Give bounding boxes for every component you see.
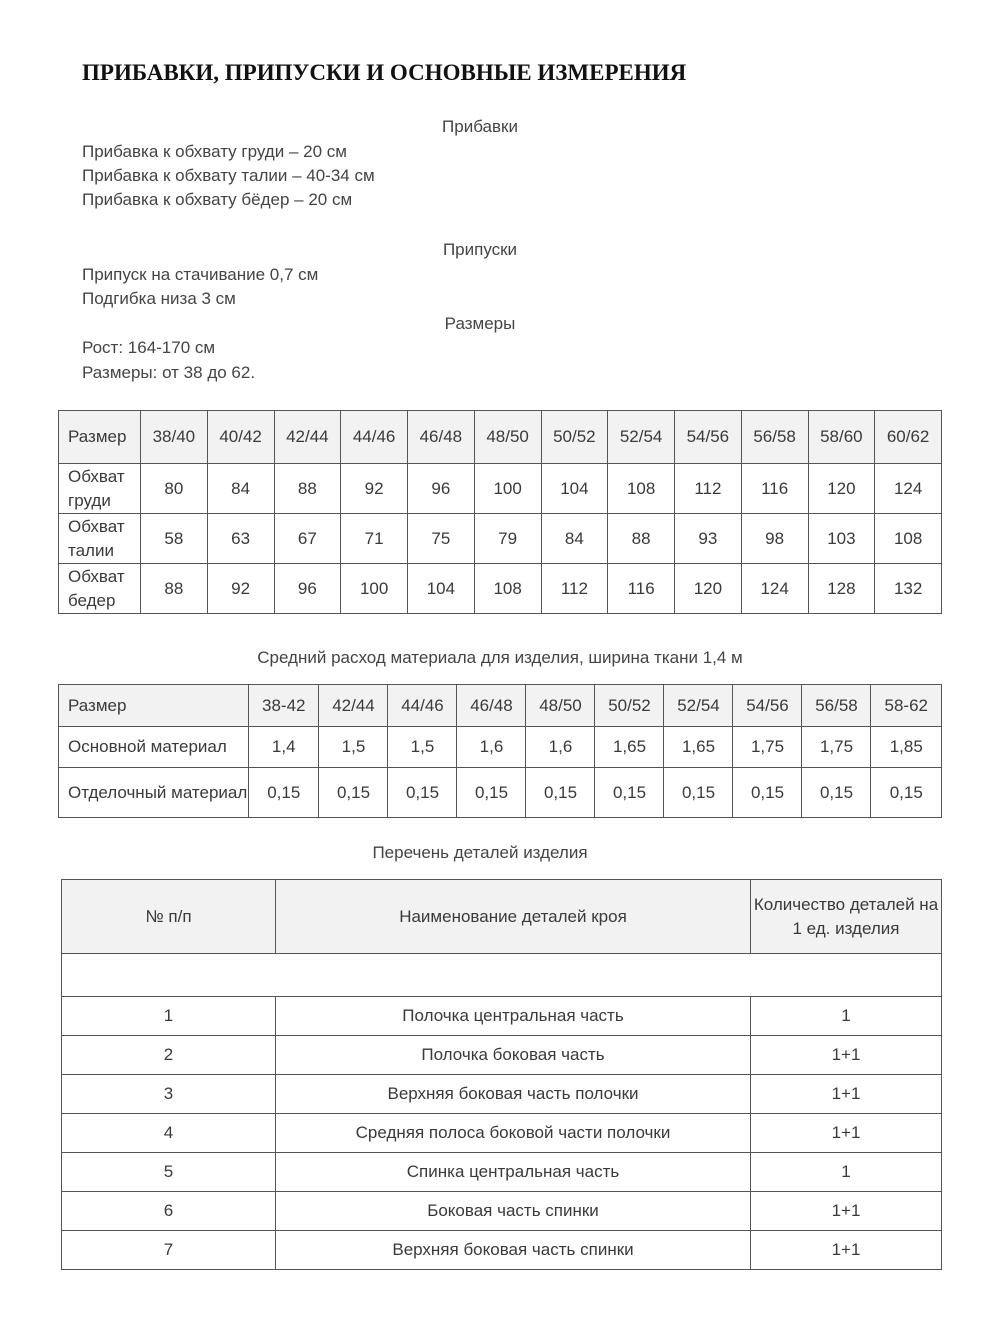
row-label: Обхват бедер — [59, 564, 141, 614]
table-row — [62, 1231, 942, 1270]
value-cell: 1,65 — [664, 727, 733, 768]
part-quantity: 1+1 — [751, 1114, 942, 1153]
value-cell: 88 — [141, 564, 208, 614]
header-cell: 50/52 — [595, 685, 664, 727]
row-label: Обхват груди — [59, 464, 141, 514]
header-cell: 46/48 — [457, 685, 526, 727]
value-cell: 120 — [675, 564, 742, 614]
value-cell: 108 — [474, 564, 541, 614]
sizes-heading: Размеры — [444, 314, 516, 333]
table-row — [62, 1114, 942, 1153]
value-cell: 96 — [408, 464, 475, 514]
size-measurements-table — [58, 410, 942, 614]
part-name: Средняя полоса боковой части полочки — [276, 1114, 751, 1153]
part-name: Верхняя боковая часть спинки — [276, 1231, 751, 1270]
value-cell: 112 — [675, 464, 742, 514]
table-row — [62, 1192, 942, 1231]
part-name: Боковая часть спинки — [276, 1192, 751, 1231]
header-cell: 44/46 — [341, 411, 408, 464]
table-row — [62, 1036, 942, 1075]
value-cell: 112 — [541, 564, 608, 614]
header-cell: 52/54 — [664, 685, 733, 727]
value-cell: 124 — [741, 564, 808, 614]
value-cell: 79 — [474, 514, 541, 564]
value-cell: 1,6 — [457, 727, 526, 768]
header-cell: 60/62 — [875, 411, 942, 464]
part-name: Полочка боковая часть — [276, 1036, 751, 1075]
header-cell: 44/46 — [388, 685, 457, 727]
table-row — [62, 1153, 942, 1192]
value-cell: 116 — [741, 464, 808, 514]
value-cell: 84 — [541, 514, 608, 564]
value-cell: 88 — [608, 514, 675, 564]
value-cell: 0,15 — [249, 768, 319, 818]
cut-details-table — [61, 879, 942, 1270]
header-cell: 54/56 — [675, 411, 742, 464]
value-cell: 100 — [341, 564, 408, 614]
header-cell: 40/42 — [207, 411, 274, 464]
header-cell: 54/56 — [733, 685, 802, 727]
header-cell: Размер — [59, 685, 249, 727]
value-cell: 0,15 — [664, 768, 733, 818]
value-cell: 0,15 — [526, 768, 595, 818]
header-cell: 38-42 — [249, 685, 319, 727]
value-cell: 0,15 — [733, 768, 802, 818]
table-row — [59, 768, 942, 818]
value-cell: 128 — [808, 564, 875, 614]
value-cell: 1,75 — [802, 727, 871, 768]
value-cell: 1,6 — [526, 727, 595, 768]
row-number: 6 — [62, 1192, 276, 1231]
row-number: 3 — [62, 1075, 276, 1114]
value-cell: 0,15 — [595, 768, 664, 818]
table-row — [59, 514, 942, 564]
value-cell: 88 — [274, 464, 341, 514]
header-cell: 42/44 — [274, 411, 341, 464]
row-number: 5 — [62, 1153, 276, 1192]
seams-heading: Припуски — [442, 240, 518, 259]
part-quantity: 1+1 — [751, 1231, 942, 1270]
allowance-waist: Прибавка к обхвату талии – 40-34 см — [82, 166, 375, 185]
value-cell: 108 — [875, 514, 942, 564]
page-title: ПРИБАВКИ, ПРИПУСКИ И ОСНОВНЫЕ ИЗМЕРЕНИЯ — [82, 60, 687, 85]
value-cell: 0,15 — [802, 768, 871, 818]
height-info: Рост: 164-170 см — [82, 338, 216, 357]
value-cell: 92 — [207, 564, 274, 614]
header-part-name: Наименование деталей кроя — [276, 880, 751, 954]
value-cell: 1,5 — [319, 727, 388, 768]
row-label: Основной материал — [59, 727, 249, 768]
header-number: № п/п — [62, 880, 276, 954]
header-cell: 56/58 — [802, 685, 871, 727]
value-cell: 98 — [741, 514, 808, 564]
value-cell: 1,4 — [249, 727, 319, 768]
value-cell: 103 — [808, 514, 875, 564]
header-cell: Размер — [59, 411, 141, 464]
header-cell: 48/50 — [526, 685, 595, 727]
part-name: Полочка центральная часть — [276, 997, 751, 1036]
value-cell: 0,15 — [388, 768, 457, 818]
value-cell: 1,75 — [733, 727, 802, 768]
allowance-hips: Прибавка к обхвату бёдер – 20 см — [82, 190, 353, 209]
row-number: 7 — [62, 1231, 276, 1270]
material-consumption-table — [58, 684, 942, 818]
table-row — [59, 564, 942, 614]
value-cell: 84 — [207, 464, 274, 514]
value-cell: 1,65 — [595, 727, 664, 768]
value-cell: 104 — [541, 464, 608, 514]
header-cell: 38/40 — [141, 411, 208, 464]
row-number: 1 — [62, 997, 276, 1036]
row-label: Отделочный материал — [59, 768, 249, 818]
value-cell: 92 — [341, 464, 408, 514]
value-cell: 1,5 — [388, 727, 457, 768]
value-cell: 96 — [274, 564, 341, 614]
header-cell: 42/44 — [319, 685, 388, 727]
details-caption: Перечень деталей изделия — [372, 843, 588, 862]
value-cell: 93 — [675, 514, 742, 564]
table-header-row — [59, 685, 942, 727]
header-cell: 50/52 — [541, 411, 608, 464]
row-number: 4 — [62, 1114, 276, 1153]
header-cell: 58/60 — [808, 411, 875, 464]
value-cell: 120 — [808, 464, 875, 514]
table-row — [59, 464, 942, 514]
value-cell: 100 — [474, 464, 541, 514]
blank-cell — [62, 954, 942, 997]
value-cell: 71 — [341, 514, 408, 564]
row-label: Обхват талии — [59, 514, 141, 564]
header-cell: 58-62 — [871, 685, 942, 727]
part-quantity: 1+1 — [751, 1075, 942, 1114]
value-cell: 75 — [408, 514, 475, 564]
table-row — [59, 727, 942, 768]
blank-row — [62, 954, 942, 997]
hem-allowance: Подгибка низа 3 см — [82, 289, 236, 308]
value-cell: 80 — [141, 464, 208, 514]
size-range-info: Размеры: от 38 до 62. — [82, 363, 256, 382]
value-cell: 58 — [141, 514, 208, 564]
part-quantity: 1+1 — [751, 1036, 942, 1075]
value-cell: 0,15 — [319, 768, 388, 818]
table-row — [62, 997, 942, 1036]
value-cell: 108 — [608, 464, 675, 514]
value-cell: 0,15 — [457, 768, 526, 818]
table-header-row — [59, 411, 942, 464]
value-cell: 116 — [608, 564, 675, 614]
value-cell: 0,15 — [871, 768, 942, 818]
value-cell: 132 — [875, 564, 942, 614]
table-row — [62, 1075, 942, 1114]
seam-allowance: Припуск на стачивание 0,7 см — [82, 265, 319, 284]
part-name: Верхняя боковая часть полочки — [276, 1075, 751, 1114]
allowances-heading: Прибавки — [442, 117, 518, 136]
part-quantity: 1+1 — [751, 1192, 942, 1231]
value-cell: 104 — [408, 564, 475, 614]
header-cell: 56/58 — [741, 411, 808, 464]
material-caption: Средний расход материала для изделия, ширина ткани 1,4 м — [257, 648, 743, 667]
allowance-chest: Прибавка к обхвату груди – 20 см — [82, 142, 347, 161]
part-name: Спинка центральная часть — [276, 1153, 751, 1192]
header-cell: 52/54 — [608, 411, 675, 464]
row-number: 2 — [62, 1036, 276, 1075]
part-quantity: 1 — [751, 1153, 942, 1192]
header-cell: 48/50 — [474, 411, 541, 464]
value-cell: 63 — [207, 514, 274, 564]
header-cell: 46/48 — [408, 411, 475, 464]
part-quantity: 1 — [751, 997, 942, 1036]
value-cell: 124 — [875, 464, 942, 514]
table-header-row — [62, 880, 942, 954]
value-cell: 1,85 — [871, 727, 942, 768]
header-quantity: Количество деталей на 1 ед. изделия — [751, 880, 942, 954]
value-cell: 67 — [274, 514, 341, 564]
